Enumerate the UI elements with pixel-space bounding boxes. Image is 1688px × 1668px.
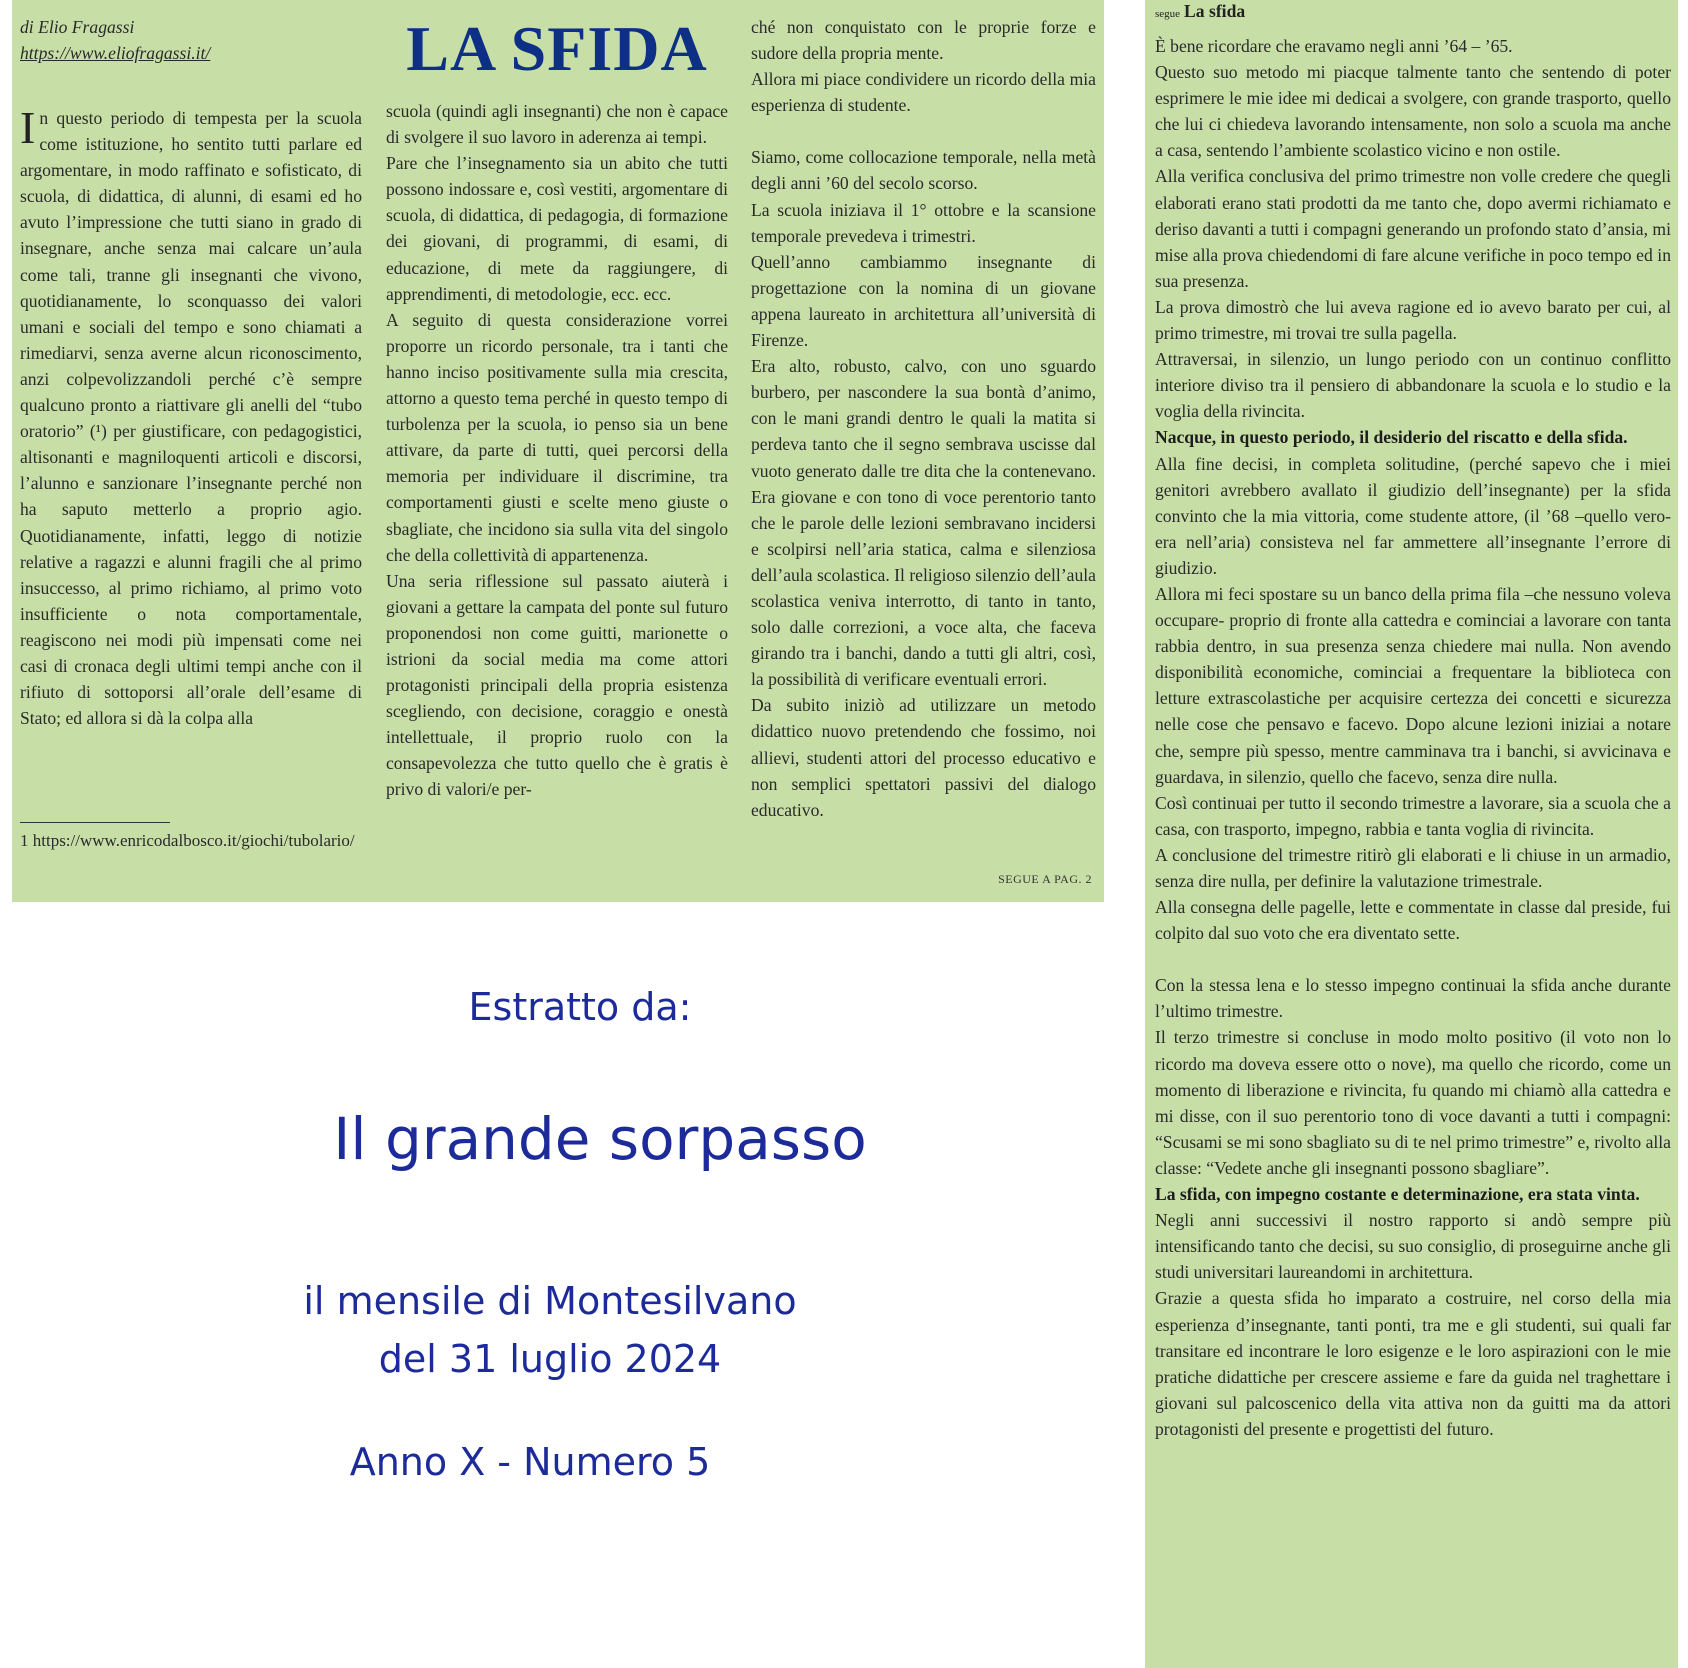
segue-label: segue <box>1155 8 1181 20</box>
paragraph: Questo suo metodo mi piacque talmente tanto che sentendo di poter esprimere le mie idee mi dedicai a svolgere, con grande trasporto, quello che lui ci chiedeva lavorando intensamente, non solo a scuola ma anche a casa, sentendo l’ambiente scolastico vicino e non ostile. <box>1155 62 1671 161</box>
byline-author: di Elio Fragassi <box>20 17 135 37</box>
byline <box>20 14 210 66</box>
paragraph: Il terzo trimestre si concluse in modo molto positivo (il voto non lo ricordo ma doveva essere otto o nove), ma quello che ricordo, come un momento di liberazione e rivincita, fu quando mi chiamò alla cattedra e mi disse, con il suo perentorio tono di voce davanti a tutti i compagni: “Scusami se mi sono sbagliato su di te nel primo trimestre” e, rivolto alla classe: “Vedete anche gli insegnanti possono sbagliare”. <box>1155 1027 1671 1178</box>
paragraph: Con la stessa lena e lo stesso impegno continuai la sfida anche durante l’ultimo trimestre. <box>1155 975 1671 1022</box>
paragraph <box>20 102 362 731</box>
footnote-divider <box>20 822 170 823</box>
paragraph: Negli anni successivi il nostro rapporto si andò sempre più intensificando tanto che decisi, su suo consiglio, di proseguirne anche gli studi universitari laureandomi in architettura. <box>1155 1210 1671 1283</box>
paragraph-text: n questo periodo di tempesta per la scuola come istituzione, ho sentito tutti parlare ed argomentare, in modo raffinato e sofisticato, di scuola, di didattica, di alunni, di esami ed ho avuto l’impressione che tutti siano in grado di insegnare, anche senza mai calcare un’aula come tali, tranne gli insegnanti che vivono, quotidianamente, lo sconquasso dei valori umani e sociali del tempo e sono chiamati a rimediarvi, senza averne alcun riconoscimento, anzi colpevolizzandoli perché c’è sempre qualcuno pronto a riattivare gli anelli del “tubo oratorio” (¹) per giustificare, con pedagogistici, altisonanti e magniloquenti articoli e discorsi, l’alunno e sanzionare l’insegnante perché non ha saputo metterlo a proprio agio. Quotidianamente, infatti, leggo di notizie relative a ragazzi e alunni fragili che al primo insuccesso, al primo richiamo, al primo voto insufficiente o nota comportamentale, reagiscono nei modi più impensati come nei casi di cronaca degli ultimi tempi anche con il rifiuto di sottoporsi all’orale dell’esame di Stato; ed allora si dà la colpa alla <box>20 108 362 729</box>
promo-date-line: del 31 luglio 2024 <box>378 1337 722 1381</box>
paragraph: A seguito di questa considerazione vorrei proporre un ricordo personale, tra i tanti che hanno inciso positivamente sulla mia crescita, attorno a questo tema perché in questo tempo di turbolenza per la scuola, io penso sia un bene attivare, da parte di tutti, quei percorsi della memoria per individuare il discrimine, tra comportamenti giusti e scelte meno giuste o sbagliate, che incidono sia sulla vita del singolo che della collettività di appartenenza. <box>386 309 728 565</box>
bold-paragraph: Nacque, in questo periodo, il desiderio del riscatto e della sfida. <box>1155 427 1628 448</box>
paragraph: Era alto, robusto, calvo, con uno sguardo burbero, per nascondere la sua bontà d’animo, con le mani grandi dentro le quali la matita si perdeva tanto che il segno sembrava uscisse dal vuoto generato dalle tre dita che la contenevano. Era giovane e con tono di voce perentorio tanto che le parole delle lezioni sembravano incidersi e scolpirsi nell’aria statica, calma e silenziosa dell’aula scolastica. Il religioso silenzio dell’aula scolastica veniva interrotto, di tanto in tanto, solo dalle correzioni, a voce alta, che faceva girando tra i banchi, dando a tutti gli altri, così, la possibilità di verificare eventuali errori. <box>751 356 1096 690</box>
paragraph: Allora mi feci spostare su un banco della prima fila –che nessuno voleva occupare- proprio di fronte alla cattedra e cominciai a lavorare con tanta rabbia dentro, in sua presenza senza chiedere mai nulla. Non avendo disponibilità economiche, cominciai a frequentare la biblioteca con letture extrascolastiche per acquisire certezza dei concetti e sicurezza nelle cose che pensavo e facevo. Dopo alcune lezioni iniziai a notare che, sempre più spesso, mentre camminava tra i banchi, si avvicinava e guardava, in silenzio, quello che facevo, senza dire nulla. <box>1155 583 1671 787</box>
article-column-1 <box>20 102 362 731</box>
promo-mensile-line: il mensile di Montesilvano <box>303 1279 797 1323</box>
article-column-3 <box>751 14 1096 823</box>
continue-note: SEGUE A PAG. 2 <box>998 872 1092 886</box>
promo-estratto: Estratto da: <box>468 985 692 1029</box>
byline-url-link[interactable]: https://www.eliofragassi.it/ <box>20 43 211 63</box>
paragraph: Alla consegna delle pagelle, lette e commentate in classe dal preside, fui colpito dal suo voto che era diventato sette. <box>1155 897 1671 944</box>
continuation-panel <box>1145 0 1678 1668</box>
promo-title: Il grande sorpasso <box>333 1105 867 1173</box>
article-panel <box>12 0 1104 902</box>
article-column-2 <box>386 98 728 803</box>
paragraph: Alla fine decisi, in completa solitudine, (perché sapevo che i miei genitori avrebbero avallato il giudizio dell’insegnante) per la sfida convinto che la mia vittoria, come studente attore, (il ’68 –quello vero- era nell’aria) consisteva nel far ammettere all’insegnante l’errore di giudizio. <box>1155 453 1671 578</box>
paragraph: La scuola iniziava il 1° ottobre e la scansione temporale prevedeva i trimestri. <box>751 199 1096 246</box>
paragraph: scuola (quindi agli insegnanti) che non è capace di svolgere il suo lavoro in aderenza ai tempi. <box>386 101 728 148</box>
paragraph: Così continuai per tutto il secondo trimestre a lavorare, sia a scuola che a casa, con trasporto, impegno, rabbia e tanta voglia di rivincita. <box>1155 792 1671 839</box>
paragraph: Quell’anno cambiammo insegnante di progettazione con la nomina di un giovane appena laureato in architettura all’università di Firenze. <box>751 251 1096 351</box>
paragraph: Da subito iniziò ad utilizzare un metodo didattico nuovo pretendendo che fossimo, noi allievi, studenti attori del processo educativo e non semplici spettatori passivi del dialogo educativo. <box>751 695 1096 820</box>
paragraph: La prova dimostrò che lui aveva ragione ed io avevo barato per cui, al primo trimestre, mi trovai tre sulla pagella. <box>1155 296 1671 344</box>
paragraph: Pare che l’insegnamento sia un abito che tutti possono indossare e, così vestiti, argomentare di scuola, di didattica, di pedagogia, di formazione dei giovani, di programmi, di esami, di educazione, di mete da raggiungere, di apprendimenti, di metodologie, ecc. ecc. <box>386 153 728 304</box>
paragraph: Siamo, come collocazione temporale, nella metà degli anni ’60 del secolo scorso. <box>751 147 1096 194</box>
promo-anno: Anno X - Numero 5 <box>349 1440 711 1484</box>
paragraph: ché non conquistato con le proprie forze e sudore della propria mente. <box>751 17 1096 64</box>
promo-issue-info <box>250 1272 850 1388</box>
paragraph: Grazie a questa sfida ho imparato a costruire, nel corso della mia esperienza d’insegnante, tanti ponti, tra me e gli studenti, sui quali far transitare ed incontrare le loro esigenze e le loro aspirazioni con le mie pratiche didattiche per crescere assieme e fare da guida nel traghettare i giovani sul palcoscenico della vita attiva non da guitti ma da attori protagonisti del presente e progettisti del futuro. <box>1155 1288 1671 1439</box>
segue-title: La sfida <box>1184 1 1246 21</box>
paragraph: Una seria riflessione sul passato aiuterà i giovani a gettare la campata del ponte sul futuro proponendosi non come guitti, marionette o istrioni da social media ma come attori protagonisti principali della propria esistenza scegliendo, con decisione, coraggio e onestà intellettuale, il proprio ruolo con la consapevolezza che tutto quello che è gratis è privo di valori/e per- <box>386 570 728 800</box>
bold-paragraph: La sfida, con impegno costante e determinazione, era stata vinta. <box>1155 1184 1640 1205</box>
drop-cap: I <box>20 102 36 153</box>
paragraph: Allora mi piace condividere un ricordo della mia esperienza di studente. <box>751 69 1096 116</box>
article-headline: LA SFIDA <box>406 13 708 84</box>
paragraph: È bene ricordare che eravamo negli anni ’64 – ’65. <box>1155 36 1513 56</box>
footnote[interactable]: 1 https://www.enricodalbosco.it/giochi/tubolario/ <box>20 831 355 850</box>
continuation-header <box>1155 0 1245 25</box>
continuation-column <box>1155 33 1671 1442</box>
paragraph: Attraversai, in silenzio, un lungo periodo con un continuo conflitto interiore diviso tra il pensiero di abbandonare la scuola e lo studio e la voglia della rivincita. <box>1155 349 1671 422</box>
paragraph: A conclusione del trimestre ritirò gli elaborati e li chiuse in un armadio, senza dire nulla, per definire la valutazione trimestrale. <box>1155 844 1671 891</box>
paragraph: Alla verifica conclusiva del primo trimestre non volle credere che quegli elaborati erano stati prodotti da me tanto che, dopo avermi richiamato e deriso davanti a tutti i compagni generando un profondo stato d’ansia, mi mise alla prova chiedendomi di fare alcune verifiche in poco tempo ed in sua presenza. <box>1155 166 1671 291</box>
